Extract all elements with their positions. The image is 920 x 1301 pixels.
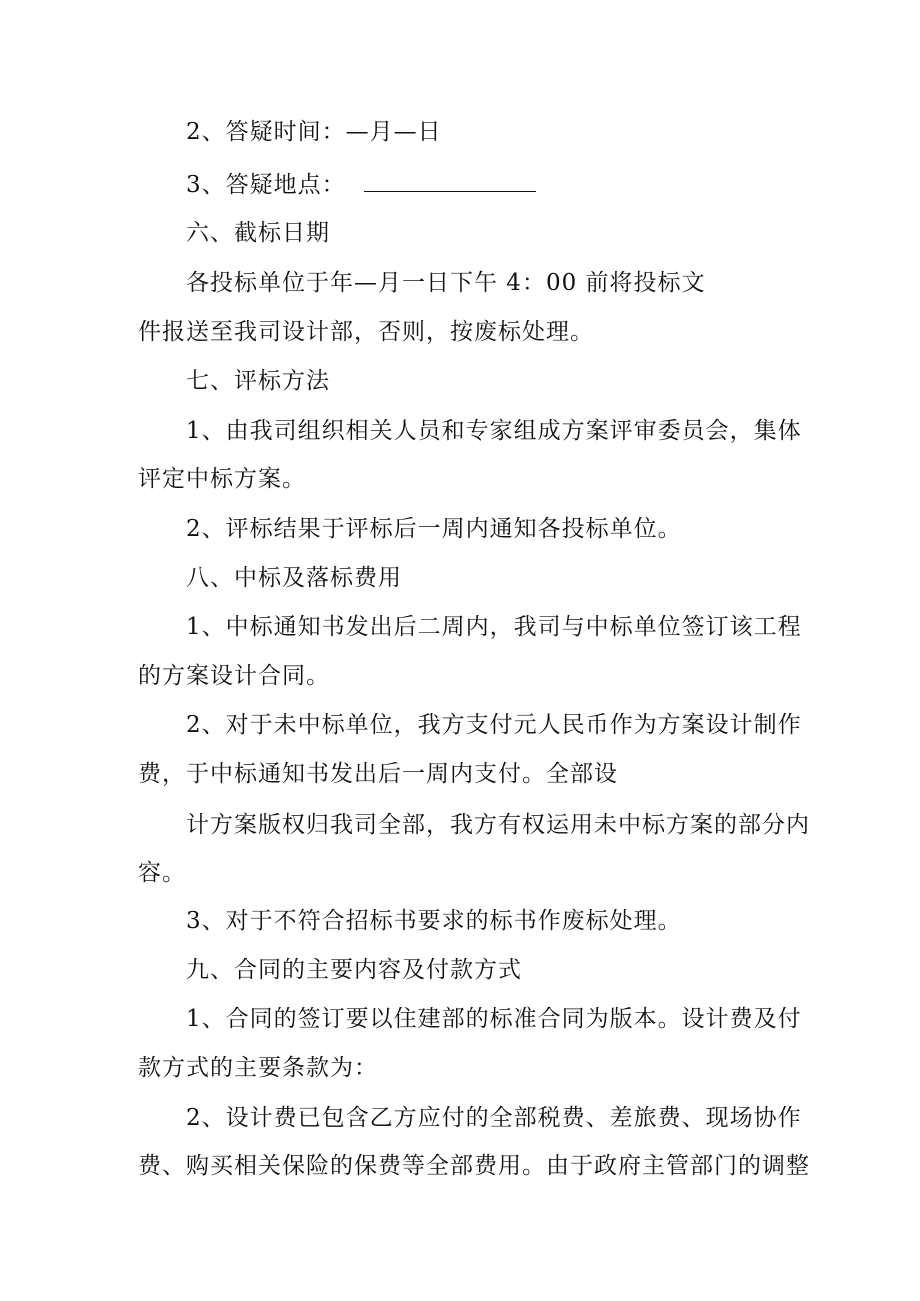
section-heading: 七、评标方法 xyxy=(186,368,330,394)
qa-location-label: 3、答疑地点： xyxy=(186,172,346,198)
qa-time-line: 2、答疑时间：—月—日 xyxy=(186,119,442,145)
section-heading: 九、合同的主要内容及付款方式 xyxy=(186,957,522,983)
paragraph-line: 1、中标通知书发出后二周内，我司与中标单位签订该工程 xyxy=(186,614,802,640)
paragraph-line: 2、设计费已包含乙方应付的全部税费、差旅费、现场协作 xyxy=(186,1105,802,1131)
paragraph-line: 2、对于未中标单位，我方支付元人民币作为方案设计制作 xyxy=(186,712,802,738)
paragraph-line: 2、评标结果于评标后一周内通知各投标单位。 xyxy=(186,516,682,542)
paragraph-line: 容。 xyxy=(138,860,186,886)
paragraph-line: 费，于中标通知书发出后一周内支付。全部设 xyxy=(138,761,618,787)
paragraph-line: 1、合同的签订要以住建部的标准合同为版本。设计费及付 xyxy=(186,1006,802,1032)
paragraph-line: 的方案设计合同。 xyxy=(138,663,330,689)
paragraph-line: 款方式的主要条款为： xyxy=(138,1055,378,1081)
section-heading: 六、截标日期 xyxy=(186,220,330,246)
paragraph-line: 3、对于不符合招标书要求的标书作废标处理。 xyxy=(186,908,682,934)
qa-location-blank xyxy=(364,169,536,192)
paragraph-line: 费、购买相关保险的保费等全部费用。由于政府主管部门的调整 xyxy=(138,1153,810,1179)
paragraph-line: 1、由我司组织相关人员和专家组成方案评审委员会，集体 xyxy=(186,418,802,444)
section-heading: 八、中标及落标费用 xyxy=(186,565,402,591)
paragraph-line: 各投标单位于年—月一日下午 4：00 前将投标文 xyxy=(186,270,706,296)
paragraph-line: 评定中标方案。 xyxy=(138,466,306,492)
paragraph-line: 件报送至我司设计部，否则，按废标处理。 xyxy=(138,319,594,345)
paragraph-line: 计方案版权归我司全部，我方有权运用未中标方案的部分内 xyxy=(186,812,810,838)
qa-location-line xyxy=(186,169,536,200)
